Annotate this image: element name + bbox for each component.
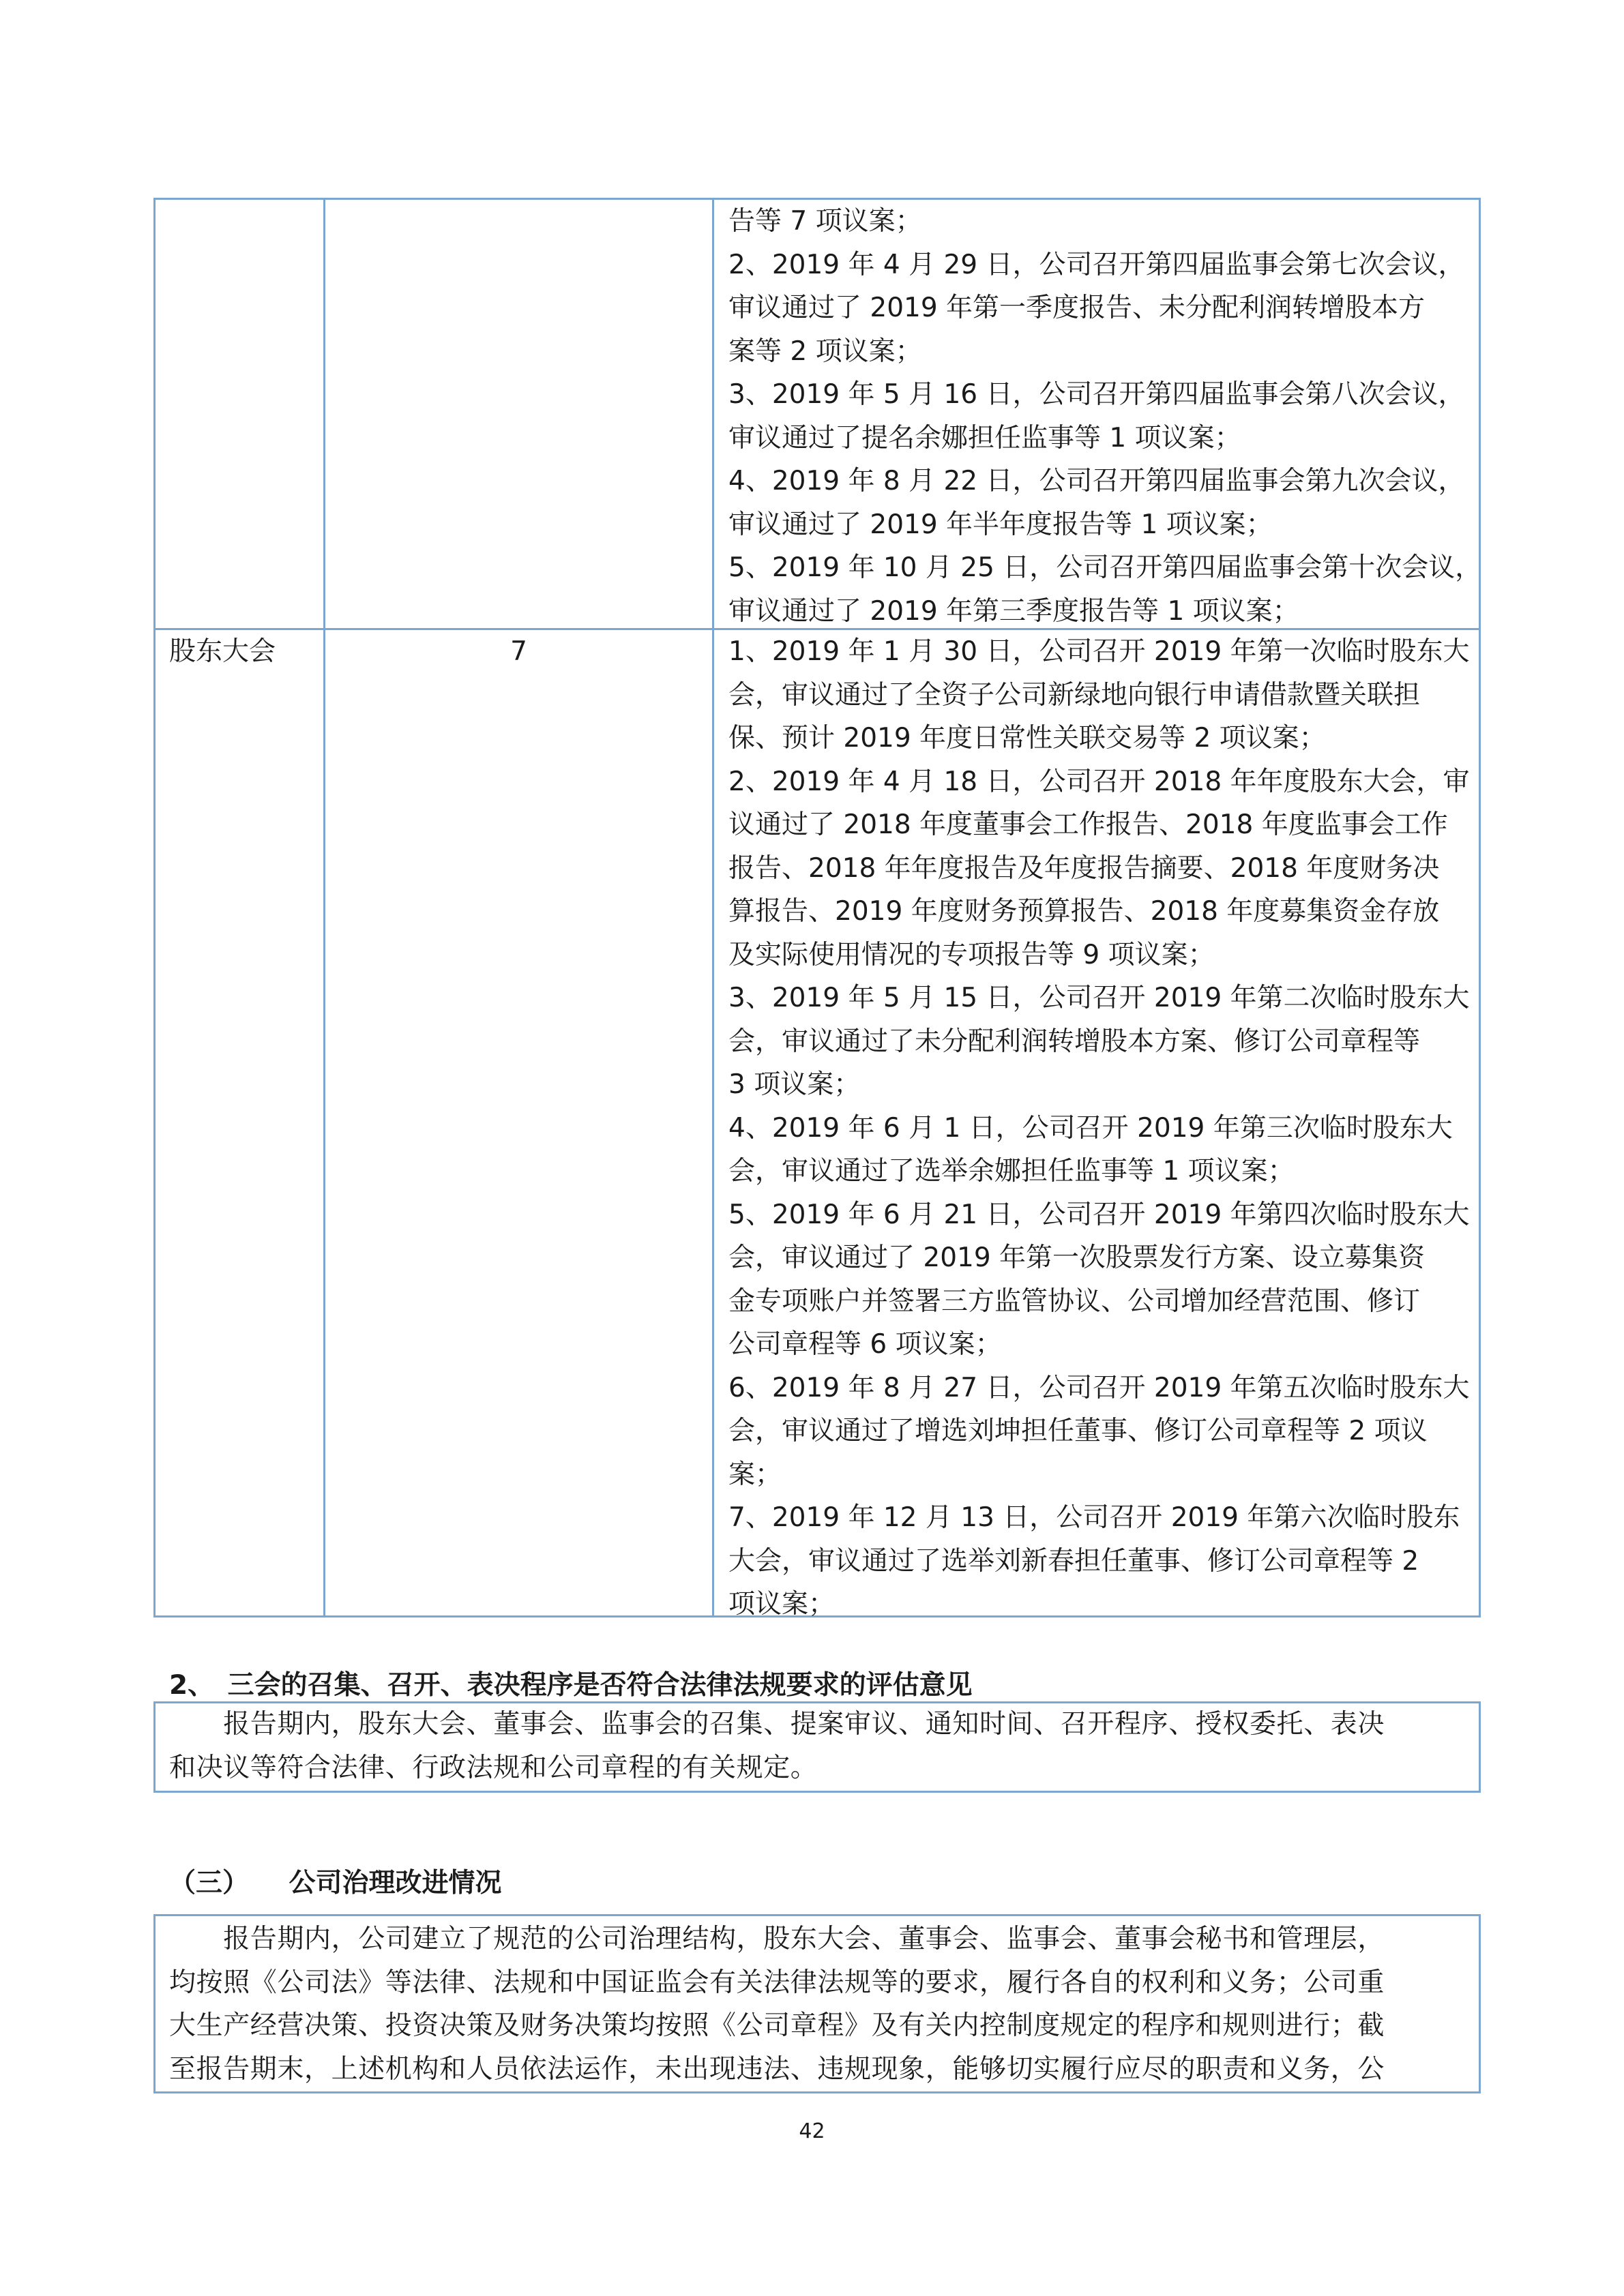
table-cell-line: 5、2019 年 6 月 21 日，公司召开 2019 年第四次临时股东大: [728, 1199, 1470, 1230]
section3-body: [169, 1918, 1472, 2091]
section2-body: [169, 1703, 1472, 1789]
table-cell-line: 5、2019 年 10 月 25 日，公司召开第四届监事会第十次会议，: [728, 552, 1482, 583]
table-cell-line: 大会，审议通过了选举刘新春担任董事、修订公司章程等 2: [728, 1545, 1419, 1577]
table-cell-line: 2、2019 年 4 月 18 日，公司召开 2018 年年度股东大会，审: [728, 766, 1470, 797]
paragraph-line: 报告期内，公司建立了规范的公司治理结构，股东大会、董事会、监事会、董事会秘书和管理层，: [169, 1924, 1385, 1954]
table-cell-line: 告等 7 项议案；: [728, 206, 922, 237]
table-cell-line: 会，审议通过了 2019 年第一次股票发行方案、设立募集资: [728, 1242, 1426, 1273]
table-cell-line: 3 项议案；: [728, 1069, 861, 1100]
table-column-divider: [323, 198, 325, 1617]
table-cell-line: 4、2019 年 6 月 1 日，公司召开 2019 年第三次临时股东大: [728, 1112, 1453, 1144]
table-cell-line: 2、2019 年 4 月 29 日，公司召开第四届监事会第七次会议，: [728, 249, 1465, 280]
paragraph-line: 和决议等符合法律、行政法规和公司章程的有关规定。: [169, 1752, 818, 1783]
table-cell-line: 公司章程等 6 项议案；: [728, 1329, 1002, 1360]
table-cell-meeting-type: 股东大会: [169, 636, 276, 667]
page-number: 42: [799, 2119, 825, 2143]
paragraph-line: 均按照《公司法》等法律、法规和中国证监会有关法律法规等的要求，履行各自的权利和义务；公司重: [169, 1967, 1385, 1998]
table-cell-line: 会，审议通过了增选刘坤担任董事、修订公司章程等 2 项议: [728, 1416, 1428, 1446]
section-heading: （三） 公司治理改进情况: [169, 1868, 502, 1898]
table-cell-line: 审议通过了 2019 年半年度报告等 1 项议案；: [728, 509, 1273, 540]
paragraph-line: 报告期内，股东大会、董事会、监事会的召集、提案审议、通知时间、召开程序、授权委托、表决: [169, 1709, 1385, 1740]
table-cell-line: 会，审议通过了全资子公司新绿地向银行申请借款暨关联担: [728, 679, 1421, 711]
paragraph-line: 至报告期末，上述机构和人员依法运作，未出现违法、违规现象，能够切实履行应尽的职责和义务，公: [169, 2053, 1385, 2085]
table-cell-line: 4、2019 年 8 月 22 日，公司召开第四届监事会第九次会议，: [728, 466, 1465, 496]
table-cell-line: 会，审议通过了未分配利润转增股本方案、修订公司章程等: [728, 1026, 1421, 1057]
table-cell-line: 保、预计 2019 年度日常性关联交易等 2 项议案；: [728, 723, 1326, 754]
table-cell-line: 审议通过了 2019 年第一季度报告、未分配利润转增股本方: [728, 293, 1426, 323]
table-cell-line: 案等 2 项议案；: [728, 336, 922, 367]
table-column-divider: [712, 198, 714, 1617]
table-cell-line: 金专项账户并签署三方监管协议、公司增加经营范围、修订: [728, 1285, 1421, 1317]
table-cell-line: 算报告、2019 年度财务预算报告、2018 年度募集资金存放: [728, 896, 1440, 927]
table-cell-line: 3、2019 年 5 月 15 日，公司召开 2019 年第二次临时股东大: [728, 983, 1470, 1013]
table-cell-line: 审议通过了提名余娜担任监事等 1 项议案；: [728, 422, 1241, 453]
table-cell-line: 及实际使用情况的专项报告等 9 项议案；: [728, 939, 1215, 970]
table-cell-line: 7、2019 年 12 月 13 日，公司召开 2019 年第六次临时股东: [728, 1502, 1460, 1533]
table-cell-line: 6、2019 年 8 月 27 日，公司召开 2019 年第五次临时股东大: [728, 1372, 1470, 1403]
table-cell-line: 会，审议通过了选举余娜担任监事等 1 项议案；: [728, 1156, 1295, 1187]
table-cell-line: 审议通过了 2019 年第三季度报告等 1 项议案；: [728, 595, 1299, 627]
table-cell-line: 3、2019 年 5 月 16 日，公司召开第四届监事会第八次会议，: [728, 379, 1465, 410]
table-cell-line: 项议案；: [728, 1589, 836, 1620]
table-cell-line: 案；: [728, 1459, 782, 1490]
table-cell-line: 1、2019 年 1 月 30 日，公司召开 2019 年第一次临时股东大: [728, 636, 1470, 667]
paragraph-line: 大生产经营决策、投资决策及财务决策均按照《公司章程》及有关内控制度规定的程序和规则进行；截: [169, 2010, 1385, 2041]
section-heading: 2、 三会的召集、召开、表决程序是否符合法律法规要求的评估意见: [169, 1670, 973, 1701]
table-cell-line: 议通过了 2018 年度董事会工作报告、2018 年度监事会工作: [728, 809, 1448, 840]
table-cell-line: 报告、2018 年年度报告及年度报告摘要、2018 年度财务决: [728, 852, 1440, 884]
table-cell-meeting-count: 7: [510, 636, 527, 667]
